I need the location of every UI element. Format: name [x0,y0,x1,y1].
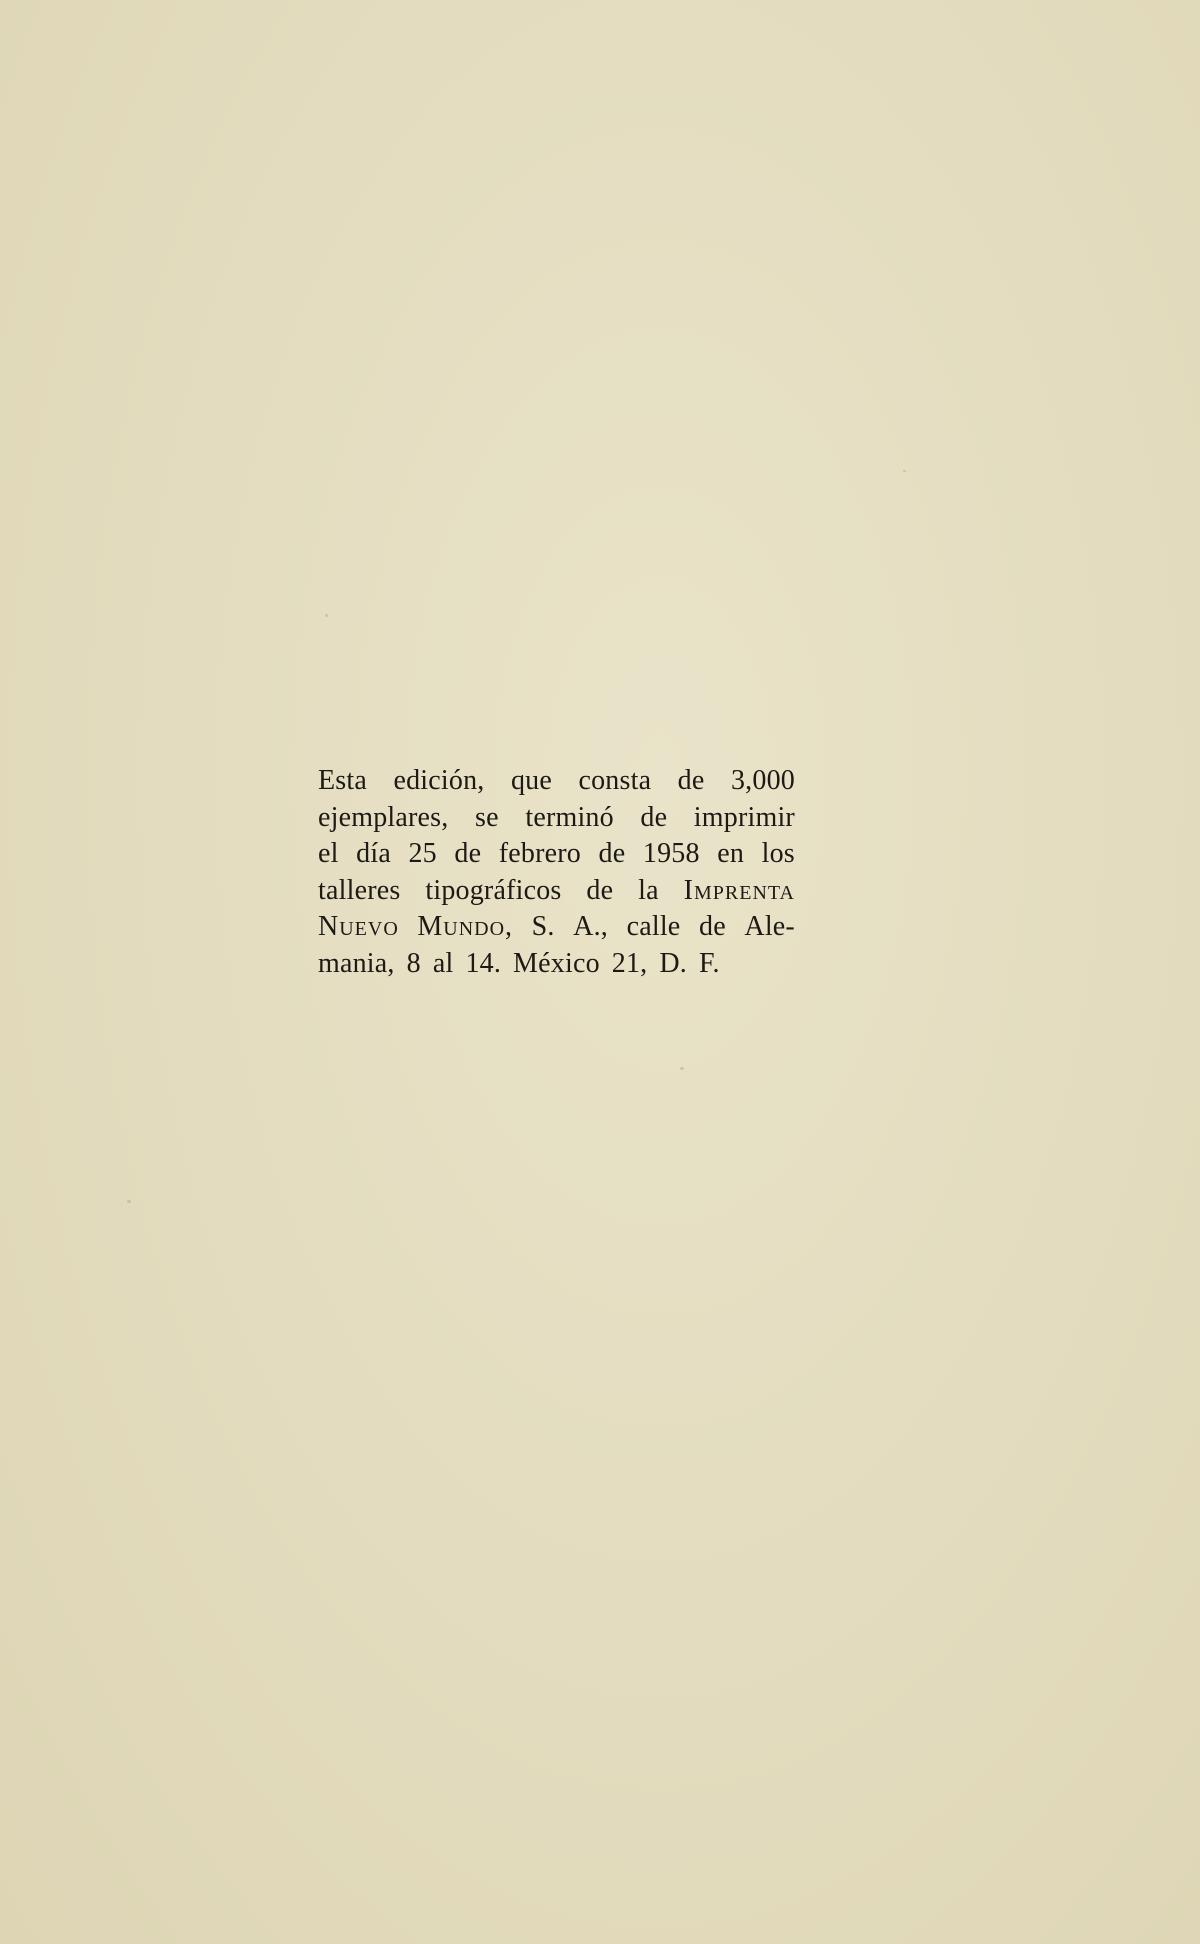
word: 3,000 [730,765,795,796]
colophon-line-1 [318,763,795,800]
printer-name-word: Nuevo [318,911,399,942]
word: día [356,838,391,869]
word: A., [573,911,608,942]
word: terminó [525,801,614,833]
word: talleres [318,874,401,906]
word: S. [531,911,555,942]
word: la [638,874,659,906]
word: de [586,874,614,906]
word: el [318,838,339,869]
word: imprimir [693,801,795,833]
word: ejemplares, [318,801,449,833]
paper-speck [680,1067,684,1070]
word: 14. [465,947,502,979]
word: febrero [498,838,582,869]
word: 8 [406,947,421,979]
word: México [513,947,600,979]
printer-name-word: Imprenta [683,874,795,906]
paper-speck [325,614,328,617]
colophon-line-2 [318,800,795,837]
colophon-line-3 [318,836,795,873]
word: consta [578,765,652,796]
word: mania, [318,947,395,979]
word: F. [699,947,720,979]
word: 1958 [642,838,700,869]
word: 25 [408,838,437,869]
word: de [454,838,482,869]
word: calle [626,911,681,942]
word: Esta [318,765,368,796]
word: que [510,765,552,796]
word: de [677,765,705,796]
word: Ale- [744,911,795,942]
word: al [432,947,454,979]
word: de [640,801,668,833]
word: edición, [393,765,485,796]
word: los [761,838,795,869]
paper-speck [903,470,906,472]
printer-name-word: Mundo, [417,911,514,942]
colophon-line-4 [318,873,795,910]
word: de [699,911,726,942]
colophon-line-6 [318,946,795,983]
word: D. [659,947,688,979]
word: se [475,801,499,833]
word: de [598,838,626,869]
word: 21, [611,947,648,979]
word: tipográficos [425,874,562,906]
word: en [717,838,745,869]
colophon-line-5 [318,909,795,946]
paper-speck [127,1200,131,1203]
colophon-text [318,763,795,982]
